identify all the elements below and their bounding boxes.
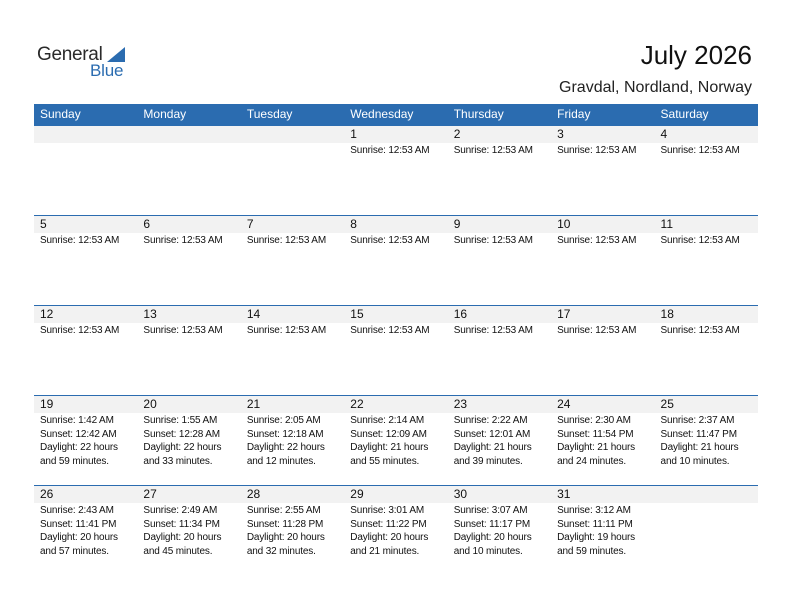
day-sun-info xyxy=(34,413,137,468)
day-number: 4 xyxy=(655,126,758,143)
sun-info-line: Sunrise: 12:53 AM xyxy=(660,235,740,246)
day-sun-info xyxy=(551,233,654,248)
sun-info-line: and 12 minutes. xyxy=(246,455,316,467)
sun-info-line: and 21 minutes. xyxy=(350,545,420,557)
calendar-day-cell xyxy=(137,306,240,395)
sun-info-line: and 55 minutes. xyxy=(350,455,420,467)
day-sun-info xyxy=(655,143,758,158)
day-sun-info xyxy=(344,503,447,558)
day-sun-info xyxy=(344,143,447,158)
calendar-day-cell xyxy=(137,396,240,485)
calendar-empty-cell xyxy=(655,486,758,575)
day-sun-info xyxy=(241,323,344,338)
calendar-day-cell xyxy=(344,126,447,215)
sun-info-line: and 32 minutes. xyxy=(246,545,316,557)
day-number xyxy=(137,126,240,143)
calendar-day-cell xyxy=(344,486,447,575)
day-number: 31 xyxy=(551,486,654,503)
sun-info-line: and 39 minutes. xyxy=(453,455,523,467)
day-sun-info xyxy=(137,233,240,248)
calendar-day-cell xyxy=(551,216,654,305)
day-sun-info xyxy=(551,413,654,468)
calendar-day-cell xyxy=(34,216,137,305)
day-number: 28 xyxy=(241,486,344,503)
sun-info-line: Daylight: 19 hours xyxy=(557,532,636,543)
sun-info-line: Sunrise: 12:53 AM xyxy=(350,145,430,156)
sun-info-line: Daylight: 20 hours xyxy=(143,532,222,543)
sun-info-line: Sunset: 12:09 AM xyxy=(350,428,427,440)
sun-info-line: Daylight: 20 hours xyxy=(453,532,532,543)
day-sun-info xyxy=(551,143,654,158)
day-sun-info xyxy=(448,413,551,468)
sun-info-line: Sunset: 12:42 AM xyxy=(40,428,117,440)
day-sun-info xyxy=(344,233,447,248)
day-sun-info xyxy=(137,323,240,338)
calendar-day-cell xyxy=(34,396,137,485)
calendar-day-cell xyxy=(448,216,551,305)
day-number: 29 xyxy=(344,486,447,503)
sun-info-line: Daylight: 22 hours xyxy=(143,442,222,453)
sun-info-line: and 24 minutes. xyxy=(557,455,627,467)
day-sun-info xyxy=(655,413,758,468)
sun-info-line: Sunset: 11:11 PM xyxy=(557,518,633,530)
sun-info-line: Sunset: 11:41 PM xyxy=(40,518,117,530)
sun-info-line: and 45 minutes. xyxy=(143,545,213,557)
calendar-day-cell xyxy=(448,306,551,395)
day-sun-info xyxy=(448,503,551,558)
day-number: 18 xyxy=(655,306,758,323)
sun-info-line: Sunrise: 3:01 AM xyxy=(350,505,425,516)
day-number: 9 xyxy=(448,216,551,233)
sun-info-line: and 33 minutes. xyxy=(143,455,213,467)
calendar-empty-cell xyxy=(241,126,344,215)
day-sun-info xyxy=(241,233,344,248)
logo xyxy=(37,44,137,80)
weekday-label: Friday xyxy=(557,107,591,121)
day-sun-info xyxy=(34,323,137,338)
day-number xyxy=(34,126,137,143)
weekday-label: Saturday xyxy=(660,107,709,121)
sun-info-line: Sunrise: 12:53 AM xyxy=(557,325,637,336)
sun-info-line: Sunrise: 12:53 AM xyxy=(350,235,430,246)
sun-info-line: Sunrise: 1:42 AM xyxy=(40,415,114,426)
day-number: 1 xyxy=(344,126,447,143)
sun-info-line: Sunrise: 2:55 AM xyxy=(246,505,321,516)
weekday-label: Thursday xyxy=(453,107,504,121)
day-sun-info xyxy=(137,413,240,468)
day-sun-info xyxy=(241,413,344,468)
calendar-day-cell xyxy=(241,216,344,305)
sun-info-line: Sunset: 11:28 PM xyxy=(246,518,324,530)
calendar-day-cell xyxy=(241,306,344,395)
calendar-day-cell xyxy=(344,306,447,395)
sun-info-line: Sunrise: 12:53 AM xyxy=(660,145,740,156)
day-number: 17 xyxy=(551,306,654,323)
calendar-day-cell xyxy=(551,396,654,485)
calendar-day-cell xyxy=(551,306,654,395)
calendar-day-cell xyxy=(137,216,240,305)
sun-info-line: Sunset: 12:01 AM xyxy=(453,428,531,440)
calendar-day-cell xyxy=(34,306,137,395)
sun-info-line: Sunrise: 2:43 AM xyxy=(40,505,114,516)
sun-info-line: Sunrise: 12:53 AM xyxy=(40,325,120,336)
sun-info-line: and 59 minutes. xyxy=(557,545,627,557)
day-number: 16 xyxy=(448,306,551,323)
day-sun-info xyxy=(551,503,654,558)
day-sun-info xyxy=(344,323,447,338)
day-number: 7 xyxy=(241,216,344,233)
calendar-day-cell xyxy=(34,486,137,575)
weekday-label: Wednesday xyxy=(350,107,414,121)
day-sun-info xyxy=(448,143,551,158)
calendar-day-cell xyxy=(137,486,240,575)
day-number: 3 xyxy=(551,126,654,143)
day-sun-info xyxy=(344,413,447,468)
calendar-week-row xyxy=(34,305,758,395)
sun-info-line: Sunrise: 12:53 AM xyxy=(453,325,533,336)
calendar-day-cell xyxy=(344,216,447,305)
calendar-day-cell xyxy=(655,396,758,485)
sun-info-line: Daylight: 20 hours xyxy=(40,532,118,543)
day-number: 23 xyxy=(448,396,551,413)
day-number: 13 xyxy=(137,306,240,323)
day-number: 22 xyxy=(344,396,447,413)
calendar-week-row xyxy=(34,125,758,215)
sun-info-line: Sunrise: 12:53 AM xyxy=(143,325,223,336)
day-number xyxy=(241,126,344,143)
calendar-week-row xyxy=(34,485,758,575)
sun-info-line: Daylight: 21 hours xyxy=(453,442,532,453)
day-number: 26 xyxy=(34,486,137,503)
sun-info-line: Sunset: 11:22 PM xyxy=(350,518,427,530)
sun-info-line: Sunset: 11:47 PM xyxy=(660,428,737,440)
sun-info-line: Sunrise: 2:22 AM xyxy=(453,415,528,426)
sun-info-line: Daylight: 21 hours xyxy=(557,442,636,453)
calendar-day-cell xyxy=(655,126,758,215)
calendar-day-cell xyxy=(551,126,654,215)
day-number: 8 xyxy=(344,216,447,233)
sun-info-line: and 59 minutes. xyxy=(40,455,109,467)
sun-info-line: Sunset: 11:17 PM xyxy=(453,518,531,530)
sun-info-line: Sunrise: 12:53 AM xyxy=(40,235,120,246)
calendar-day-cell xyxy=(448,126,551,215)
sun-info-line: Daylight: 20 hours xyxy=(350,532,429,543)
sun-info-line: and 10 minutes. xyxy=(660,455,730,467)
sun-info-line: Sunset: 12:28 AM xyxy=(143,428,220,440)
day-number: 5 xyxy=(34,216,137,233)
calendar-day-cell xyxy=(344,396,447,485)
sun-info-line: Sunrise: 3:07 AM xyxy=(453,505,528,516)
day-sun-info xyxy=(448,323,551,338)
day-sun-info xyxy=(655,323,758,338)
sun-info-line: Sunrise: 2:05 AM xyxy=(246,415,321,426)
calendar-week-row xyxy=(34,215,758,305)
calendar-day-cell xyxy=(551,486,654,575)
location-subtitle: Gravdal, Nordland, Norway xyxy=(559,79,752,96)
sun-info-line: Sunrise: 12:53 AM xyxy=(143,235,223,246)
sun-info-line: Sunrise: 12:53 AM xyxy=(660,325,740,336)
sun-info-line: Sunrise: 3:12 AM xyxy=(557,505,631,516)
day-sun-info xyxy=(551,323,654,338)
day-number: 2 xyxy=(448,126,551,143)
day-sun-info xyxy=(241,143,344,144)
calendar-day-cell xyxy=(241,486,344,575)
weekday-label: Sunday xyxy=(40,107,81,121)
day-sun-info xyxy=(655,503,758,504)
weekday-header xyxy=(34,104,758,125)
logo-blue-text: Blue xyxy=(90,61,124,80)
day-sun-info xyxy=(34,143,137,144)
sun-info-line: Sunrise: 2:37 AM xyxy=(660,415,735,426)
day-number: 24 xyxy=(551,396,654,413)
day-number: 6 xyxy=(137,216,240,233)
sun-info-line: Daylight: 22 hours xyxy=(40,442,118,453)
weekday-label: Tuesday xyxy=(246,107,293,121)
day-number: 30 xyxy=(448,486,551,503)
day-number: 21 xyxy=(241,396,344,413)
sun-info-line: Sunrise: 2:49 AM xyxy=(143,505,218,516)
sun-info-line: Sunset: 11:54 PM xyxy=(557,428,634,440)
day-sun-info xyxy=(137,143,240,144)
sun-info-line: Sunrise: 12:53 AM xyxy=(453,235,533,246)
day-sun-info xyxy=(34,503,137,558)
sun-info-line: Daylight: 21 hours xyxy=(660,442,739,453)
day-number: 14 xyxy=(241,306,344,323)
sun-info-line: Daylight: 20 hours xyxy=(246,532,325,543)
day-number: 12 xyxy=(34,306,137,323)
calendar-day-cell xyxy=(241,396,344,485)
page-title: July 2026 xyxy=(640,40,752,70)
day-number: 27 xyxy=(137,486,240,503)
sun-info-line: Sunrise: 12:53 AM xyxy=(557,145,637,156)
sun-info-line: Daylight: 22 hours xyxy=(246,442,325,453)
sun-info-line: Sunset: 12:18 AM xyxy=(246,428,324,440)
day-number xyxy=(655,486,758,503)
day-number: 19 xyxy=(34,396,137,413)
sun-info-line: Sunrise: 12:53 AM xyxy=(246,325,327,336)
day-number: 10 xyxy=(551,216,654,233)
sun-info-line: Sunset: 11:34 PM xyxy=(143,518,220,530)
sun-info-line: Sunrise: 12:53 AM xyxy=(246,235,327,246)
calendar-day-cell xyxy=(448,396,551,485)
calendar-week-row xyxy=(34,395,758,485)
day-number: 11 xyxy=(655,216,758,233)
day-number: 15 xyxy=(344,306,447,323)
sun-info-line: Sunrise: 2:14 AM xyxy=(350,415,425,426)
day-sun-info xyxy=(137,503,240,558)
sun-info-line: Daylight: 21 hours xyxy=(350,442,429,453)
day-number: 20 xyxy=(137,396,240,413)
calendar-day-cell xyxy=(655,216,758,305)
sun-info-line: Sunrise: 12:53 AM xyxy=(350,325,430,336)
calendar-empty-cell xyxy=(34,126,137,215)
calendar-day-cell xyxy=(448,486,551,575)
logo-general-text: General xyxy=(37,44,103,65)
weekday-label: Monday xyxy=(143,107,187,121)
sun-info-line: Sunrise: 1:55 AM xyxy=(143,415,218,426)
day-sun-info xyxy=(655,233,758,248)
sun-info-line: Sunrise: 2:30 AM xyxy=(557,415,631,426)
calendar-empty-cell xyxy=(137,126,240,215)
logo-flag-icon xyxy=(107,47,125,62)
sun-info-line: and 10 minutes. xyxy=(453,545,523,557)
sun-info-line: Sunrise: 12:53 AM xyxy=(557,235,637,246)
sun-info-line: and 57 minutes. xyxy=(40,545,109,557)
day-sun-info xyxy=(241,503,344,558)
day-sun-info xyxy=(448,233,551,248)
day-number: 25 xyxy=(655,396,758,413)
calendar-day-cell xyxy=(655,306,758,395)
day-sun-info xyxy=(34,233,137,248)
sun-info-line: Sunrise: 12:53 AM xyxy=(453,145,533,156)
